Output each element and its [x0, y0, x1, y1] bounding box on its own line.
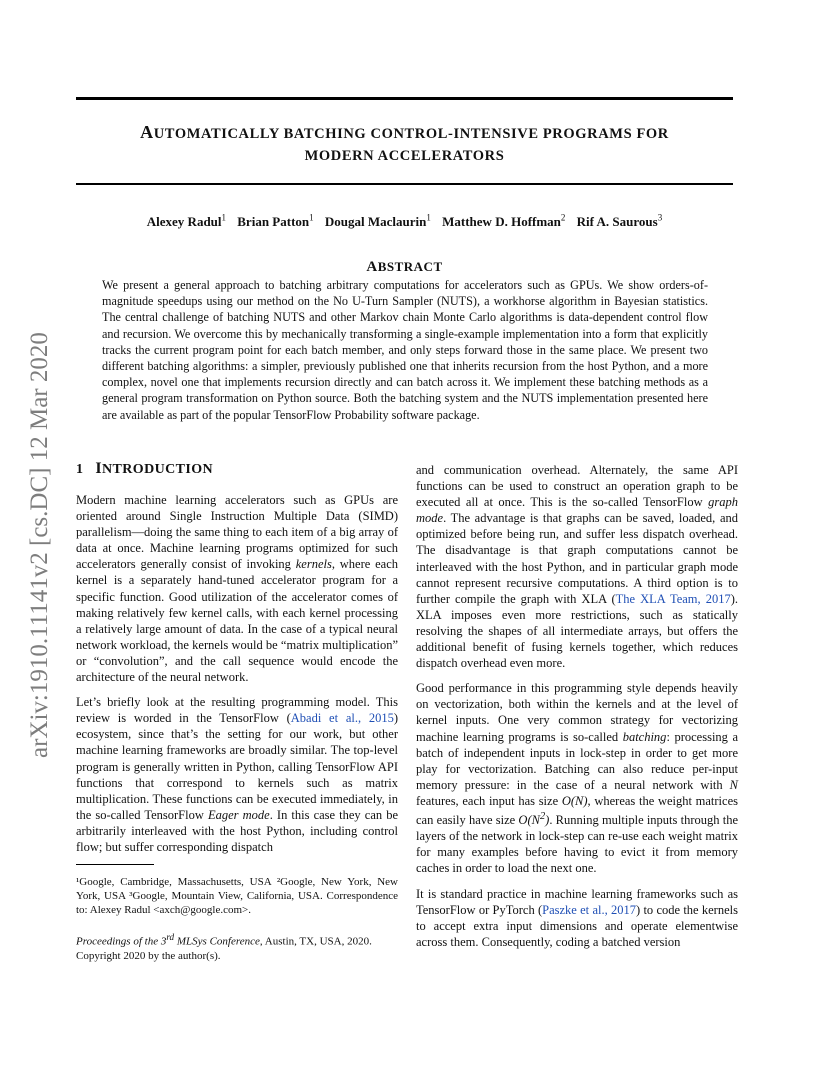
abstract-heading: ABSTRACT [366, 259, 443, 275]
author: Dougal Maclaurin$^1$ [324, 213, 431, 230]
author-list [76, 213, 733, 230]
author: Matthew D. Hoffman$^2$ [442, 213, 566, 230]
paragraph: It is standard practice in machine learning frameworks such as TensorFlow or PyTorch (Paszke et al., 2017) to code the kernels to accept extra input dimensions and operate elementwise across them. Consequently, coding a batched version [416, 886, 738, 949]
arxiv-identifier-stamp: arXiv:1910.11141v2 [cs.DC] 12 Mar 2020 [26, 332, 53, 758]
paragraph: Modern machine learning accelerators such as GPUs are oriented around Single Instruction Multiple Data (SIMD) parallelism—doing the same thing to each item of a big array of data at once. Machine learning programs optimized for such accelerators generally consist of invoking kernels, where each kernel is a separately hand-tuned accelerator program for a specific function. Good utilization of the accelerator comes of making relatively few kernel calls, with each kernel processing a relatively large amount of data. In the case of a typical neural network workload, the kernels would be “matrix multiplication” or “convolution”, and the call sequence would encode the architecture of the neural network. [76, 493, 398, 685]
citation-link[interactable]: The XLA Team, 2017 [615, 591, 731, 606]
footnote-divider [76, 864, 154, 865]
left-column [76, 458, 398, 963]
author: Brian Patton$^1$ [237, 213, 314, 230]
paper-title-line-2: MODERN ACCELERATORS [304, 148, 505, 164]
title-rule-bottom [76, 183, 733, 185]
author: Alexey Radul$^1$ [146, 213, 227, 230]
paragraph: Good performance in this programming style depends heavily on vectorization, both within the kernels and at the level of kernel inputs. One very common strategy for vectorizing machine learning programs is so-called batching: processing a batch of independent inputs in lock-step in order to get more play for vectorization. Batching can also reduce per-input memory pressure: in the case of a neural network with N features, each input has size O(N), whereas the weight matrices can easily have size $O(N^2)$. Running multiple inputs through the layers of the network in lock-step can re-use each weight matrix for many examples before having to evict it from memory caches in order to load the next one. [416, 681, 739, 876]
paper-title-line-1: AUTOMATICALLY BATCHING CONTROL-INTENSIVE PROGRAMS FOR [140, 122, 669, 142]
right-column [416, 462, 738, 959]
citation-link[interactable]: Paszke et al., 2017 [542, 902, 636, 917]
paragraph: Let’s briefly look at the resulting programming model. This review is worded in the TensorFlow (Abadi et al., 2015) ecosystem, since that’s the setting for our work, but other machine learning frameworks are broadly similar. The top-level program is generally written in Python, calling TensorFlow API functions that correspond to kernels such as matrix multiplication. These functions can be executed immediately, in the so-called TensorFlow Eager mode. In this case they can be arbitrarily interleaved with the host Python, including control flow; but suffer corresponding dispatch [76, 695, 399, 854]
title-rule-top [76, 97, 733, 100]
author: Rif A. Saurous$^3$ [576, 213, 663, 230]
abstract-text: We present a general approach to batching arbitrary computations for accelerators such as GPUs. We show orders-of-magnitude speedups using our method on the No U-Turn Sampler (NUTS), a workhorse algorithm in Bayesian statistics. The central challenge of batching NUTS and other Markov chain Monte Carlo algorithms is data-dependent control flow and recursion. We overcome this by mechanically transforming a single-example implementation into a form that explicitly tracks the current program point for each batch member, and only steps forward those in the same place. We present two different batching algorithms: a simpler, previously published one that inherits recursion from the host Python, and a more complex, novel one that implements recursion directly and can batch across it. We implement these batching methods as a general program transformation on Python source. Both the batching system and the NUTS implementation presented here are available as part of the popular TensorFlow Probability software package. [102, 278, 708, 422]
affiliation-footnote: ¹Google, Cambridge, Massachusetts, USA ²Google, New York, New York, USA ³Google, Mountain View, California, USA. Correspondence to: Alexey Radul <axch@google.com>. [76, 876, 398, 917]
section-heading-introduction: 1 INTRODUCTION [76, 460, 214, 477]
proceedings-note: Proceedings of the 3rd MLSys Conference, Austin, TX, USA, 2020. Copyright 2020 by the author(s). [76, 931, 372, 962]
paragraph: and communication overhead. Alternately, the same API functions can be used to construct an operation graph to be executed all at once. This is the so-called TensorFlow graph mode. The advantage is that graphs can be saved, loaded, and optimized before being run, and suffer less dispatch overhead. The disadvantage is that graph computations cannot be interleaved with the host Python, and in particular graph mode cannot represent recursive computations. A third option is to further compile the graph with XLA (The XLA Team, 2017). XLA imposes even more restrictions, such as statically resolving the shapes of all intermediate arrays, but offers the additional benefit of fusing kernels together, which reduces dispatch overhead even more. [416, 463, 738, 671]
citation-link[interactable]: Abadi et al., 2015 [290, 711, 394, 726]
